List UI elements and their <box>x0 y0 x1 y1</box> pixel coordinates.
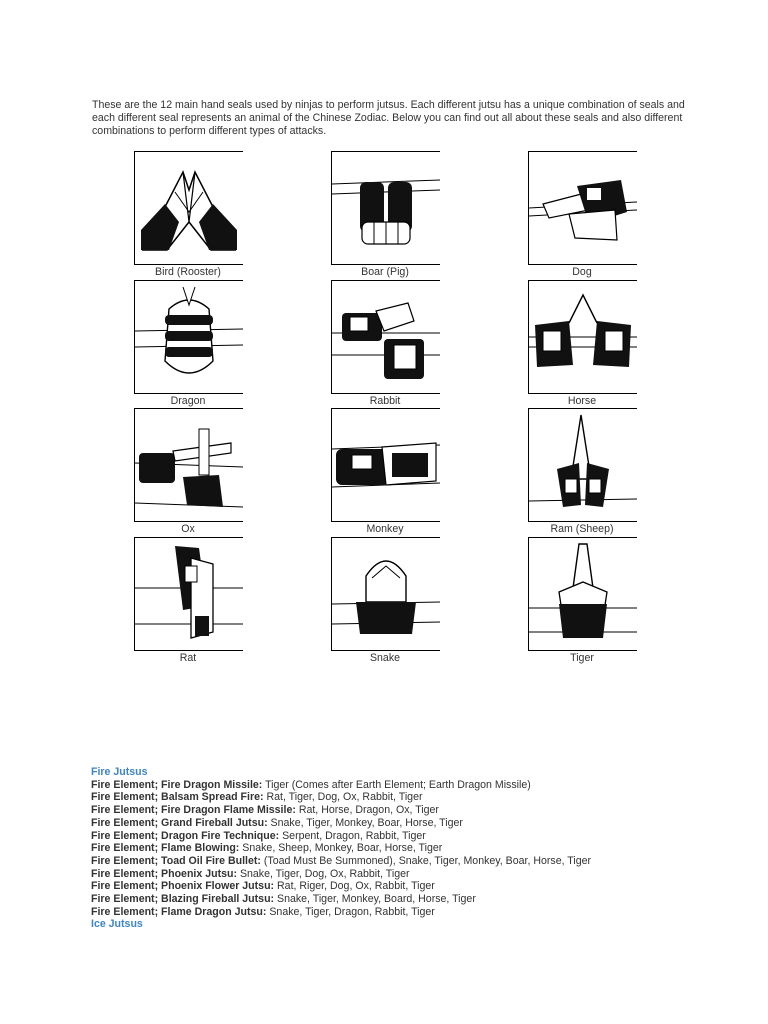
jutsu-name: Fire Element; Grand Fireball Jutsu: <box>91 816 268 829</box>
seal-caption: Monkey <box>366 523 404 535</box>
seal-caption: Dragon <box>170 395 206 407</box>
jutsu-seals: Rat, Tiger, Dog, Ox, Rabbit, Tiger <box>263 791 423 804</box>
jutsu-seals: Snake, Tiger, Monkey, Board, Horse, Tiger <box>274 893 476 906</box>
seal-caption: Tiger <box>570 652 594 664</box>
jutsu-name: Fire Element; Flame Blowing: <box>91 842 240 855</box>
seal-image-ram <box>528 408 637 522</box>
jutsu-line <box>91 880 731 893</box>
intro-paragraph: These are the 12 main hand seals used by ninjas to perform jutsus. Each different jutsu has a unique combination of seals and each different seal represents an animal of the Chinese Zodiac. Below you can find out all about these seals and also different combinations to perform different types of attacks. <box>92 99 685 137</box>
jutsu-line <box>91 817 731 830</box>
jutsu-name: Fire Element; Phoenix Flower Jutsu: <box>91 880 275 893</box>
jutsu-seals: Snake, Tiger, Monkey, Boar, Horse, Tiger <box>267 816 463 829</box>
seal-image-boar <box>331 151 440 265</box>
seal-caption: Dog <box>572 266 592 278</box>
jutsu-line <box>91 855 731 868</box>
seal-caption: Boar (Pig) <box>361 266 409 278</box>
jutsu-line <box>91 804 731 817</box>
seal-image-ox <box>134 408 243 522</box>
jutsu-line <box>91 791 731 804</box>
seal-caption: Ram (Sheep) <box>550 523 614 535</box>
seal-image-rat <box>134 537 243 651</box>
jutsu-name: Fire Element; Balsam Spread Fire: <box>91 791 264 804</box>
jutsu-name: Fire Element; Fire Dragon Missile: <box>91 778 263 791</box>
jutsu-name: Fire Element; Toad Oil Fire Bullet: <box>91 854 261 867</box>
seal-image-horse <box>528 280 637 394</box>
jutsu-seals: Snake, Sheep, Monkey, Boar, Horse, Tiger <box>239 842 443 855</box>
seal-image-dog <box>528 151 637 265</box>
jutsu-name: Fire Element; Flame Dragon Jutsu: <box>91 905 267 918</box>
ice-jutsus-heading: Ice Jutsus <box>91 918 143 931</box>
seal-image-rabbit <box>331 280 440 394</box>
jutsu-name: Fire Element; Phoenix Jutsu: <box>91 867 237 880</box>
jutsu-seals: (Toad Must Be Summoned), Snake, Tiger, Monkey, Boar, Horse, Tiger <box>260 854 592 867</box>
jutsu-seals: Tiger (Comes after Earth Element; Earth Dragon Missile) <box>262 778 531 791</box>
jutsu-seals: Rat, Riger, Dog, Ox, Rabbit, Tiger <box>274 880 435 893</box>
seal-caption: Ox <box>181 523 195 535</box>
jutsu-name: Fire Element; Dragon Fire Technique: <box>91 829 280 842</box>
jutsu-line <box>91 842 731 855</box>
jutsu-seals: Serpent, Dragon, Rabbit, Tiger <box>279 829 426 842</box>
seal-image-monkey <box>331 408 440 522</box>
seal-caption: Horse <box>567 395 597 407</box>
seal-caption: Rabbit <box>369 395 401 407</box>
seal-image-tiger <box>528 537 637 651</box>
jutsu-seals: Snake, Tiger, Dragon, Rabbit, Tiger <box>266 905 435 918</box>
fire-jutsus-heading: Fire Jutsus <box>91 766 148 778</box>
jutsu-line <box>91 868 731 881</box>
seal-caption: Rat <box>179 652 197 664</box>
seal-image-dragon <box>134 280 243 394</box>
jutsu-line <box>91 893 731 906</box>
seal-caption: Bird (Rooster) <box>155 266 221 278</box>
jutsu-list <box>91 766 731 931</box>
jutsu-line <box>91 779 731 792</box>
jutsu-line <box>91 830 731 843</box>
jutsu-seals: Rat, Horse, Dragon, Ox, Tiger <box>295 804 439 817</box>
jutsu-seals: Snake, Tiger, Dog, Ox, Rabbit, Tiger <box>237 867 410 880</box>
jutsu-name: Fire Element; Fire Dragon Flame Missile: <box>91 804 296 817</box>
jutsu-name: Fire Element; Blazing Fireball Jutsu: <box>91 893 275 906</box>
seal-caption: Snake <box>369 652 401 664</box>
seal-image-snake <box>331 537 440 651</box>
jutsu-line <box>91 906 731 919</box>
seal-image-bird <box>134 151 243 265</box>
